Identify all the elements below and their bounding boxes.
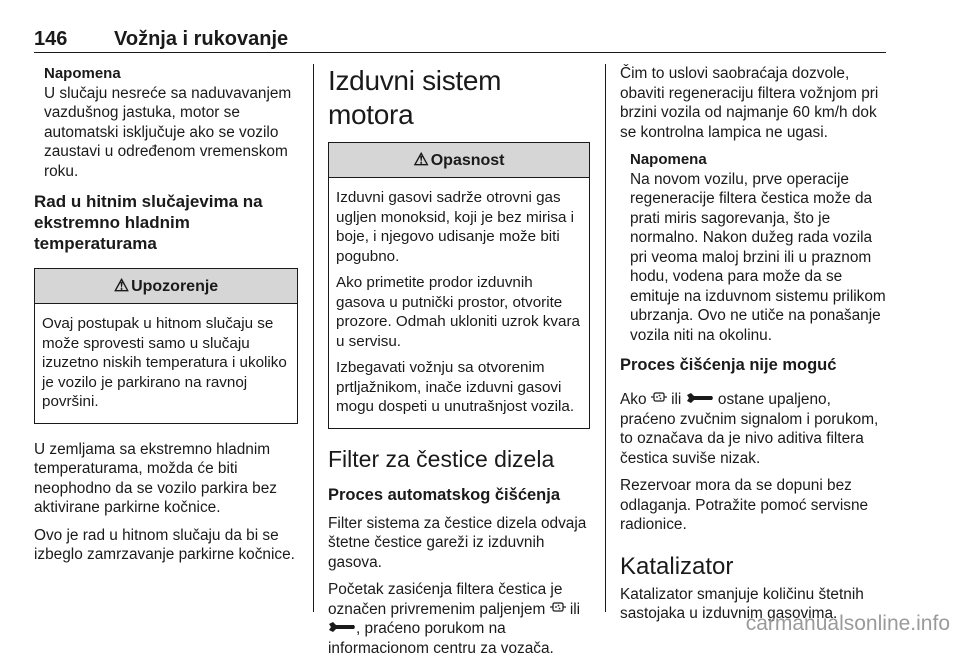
page-number: 146 — [34, 28, 68, 50]
subsection-heading: Proces automatskog čišćenja — [328, 485, 561, 504]
warning-text: Ovaj postupak u hitnom slučaju se može sprovesti samo u slučaju izuzetno niskih temperatura i ukoliko je vozilo je parkirano na ravnoj površini. — [42, 315, 287, 410]
main-heading: Izduvni sistem motora — [328, 65, 502, 130]
danger-text: Izduvni gasovi sadrže otrovni gas ugljen monoksid, koji je bez mirisa i boje, i njegovo udisanje može biti pogubno. — [336, 189, 575, 265]
warning-body — [35, 304, 297, 423]
column-middle — [328, 64, 590, 666]
paragraph-text: ostane upaljeno, praćeno zvučnim signalom i porukom, to označava da je nivo aditiva filtera čestica suviše nizak. — [620, 391, 879, 467]
paragraph: Katalizator smanjuje količinu štetnih sastojaka u izduvnim gasovima. — [620, 585, 864, 623]
section-heading: Filter za čestice dizela — [328, 445, 555, 472]
note-block — [620, 150, 886, 345]
service-wrench-icon — [686, 390, 714, 410]
section-heading: Katalizator — [620, 552, 734, 580]
warning-triangle-icon: ⚠ — [413, 150, 429, 169]
paragraph: Rezervoar mora da se dopuni bez odlaganja. Potražite pomoć servisne radionice. — [620, 477, 869, 534]
note-block — [34, 64, 298, 181]
column-divider — [605, 64, 606, 612]
warning-title: Upozorenje — [131, 278, 219, 295]
danger-body — [329, 178, 589, 428]
column-left — [34, 64, 298, 573]
watermark: carmanualsonline.info — [745, 612, 950, 635]
note-text: Na novom vozilu, prve operacije regeneracije filtera čestica može da prati miris sagorevanja, što je normalno. Nakon dužeg rada vozila pri veoma maloj brzini ili u praznom hodu, vodena para može da se emituje na izduvnom sistemu prilikom ubrzanja. Ovo ne utiče na ponašanje vozila niti na okolinu. — [630, 170, 886, 344]
note-title: Napomena — [630, 151, 707, 168]
paragraph-text: , praćeno porukom na informacionom centru za vozača. — [328, 620, 554, 657]
service-wrench-icon — [328, 619, 356, 639]
section-heading: Rad u hitnim slučajevima na ekstremno hladnim temperaturama — [34, 192, 263, 253]
warning-header — [35, 269, 297, 304]
page-title: Vožnja i rukovanje — [114, 28, 289, 50]
danger-text: Ako primetite prodor izduvnih gasova u putnički prostor, otvorite prozore. Odmah ukloniti uzrok kvara u servisu. — [336, 274, 580, 350]
paragraph-text: Početak zasićenja filtera čestica je označen privremenim paljenjem — [328, 581, 563, 618]
paragraph: Ovo je rad u hitnom slučaju da bi se izbeglo zamrzavanje parkirne kočnice. — [34, 526, 295, 563]
warning-triangle-icon: ⚠ — [113, 276, 130, 295]
paragraph: U zemljama sa ekstremno hladnim temperaturama, možda će biti neophodno da se vozilo parkira bez aktivirane parkirne kočnice. — [34, 440, 277, 516]
note-title: Napomena — [44, 65, 121, 82]
paragraph-text: ili — [671, 391, 682, 408]
particle-filter-icon — [651, 390, 667, 410]
paragraph: Čim to uslovi saobraćaja dozvole, obaviti regeneraciju filtera vožnjom pri brzini vozila od najmanje 60 km/h dok se kontrolna lampica ne ugasi. — [620, 65, 879, 141]
section-heading: Proces čišćenja nije moguć — [620, 356, 837, 374]
warning-box — [34, 268, 298, 424]
paragraph — [328, 580, 590, 658]
danger-title: Opasnost — [430, 152, 505, 169]
paragraph: Filter sistema za čestice dizela odvaja štetne čestice gareži iz izduvnih gasova. — [328, 514, 587, 571]
danger-header — [329, 143, 589, 178]
paragraph-text: Ako — [620, 391, 647, 408]
column-right — [620, 64, 886, 632]
page-header — [34, 26, 886, 53]
paragraph — [620, 390, 886, 468]
danger-box — [328, 142, 590, 429]
note-text: U slučaju nesreće sa naduvavanjem vazdušnog jastuka, motor se automatski isključuje ako se vozilo zaustavi u određenom vremenskom roku. — [44, 84, 292, 180]
danger-text: Izbegavati vožnju sa otvorenim prtljažnikom, inače izduvni gasovi mogu dospeti u unutrašnjost vozila. — [336, 359, 575, 415]
column-divider — [313, 64, 314, 612]
particle-filter-icon — [550, 600, 566, 620]
paragraph-text: ili — [569, 600, 581, 618]
